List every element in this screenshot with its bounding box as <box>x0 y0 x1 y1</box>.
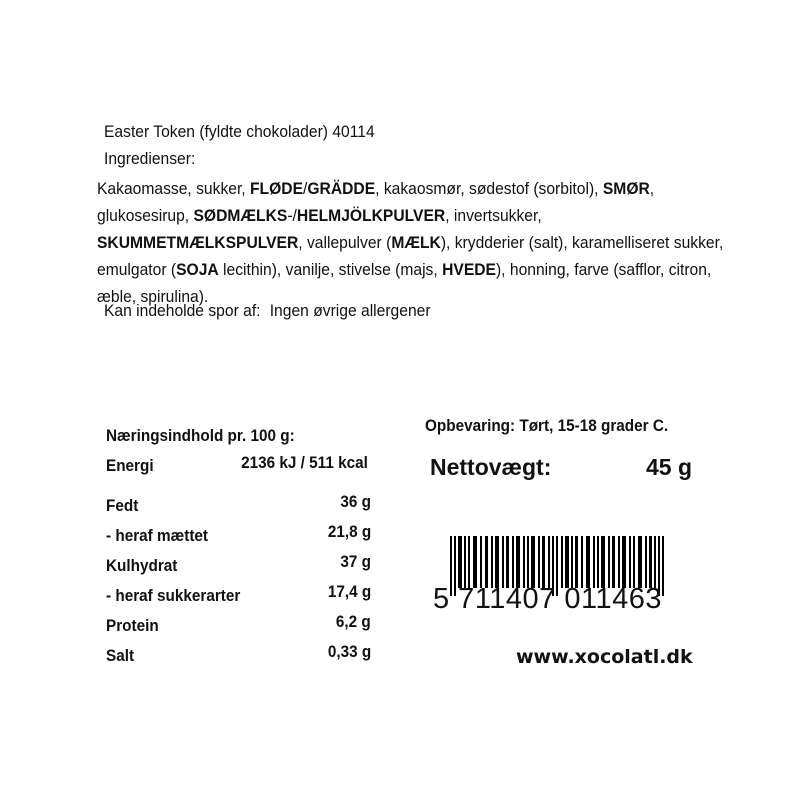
ingredients-text <box>97 175 732 310</box>
ingredient-text: , glukosesirup, <box>97 179 655 225</box>
storage-info: Opbevaring: Tørt, 15-18 grader C. <box>425 416 669 435</box>
nutrition-label-kulhydrat: Kulhydrat <box>106 556 178 575</box>
ingredient-text: , vallepulver ( <box>298 233 392 252</box>
ingredients-label: Ingredienser: <box>104 149 196 168</box>
nutrition-value-salt: 0,33 g <box>327 642 371 661</box>
allergen-ingredient: GRÄDDE <box>307 179 376 198</box>
ingredient-text: , kakaosmør, sødestof (sorbitol), <box>375 179 603 198</box>
nutrition-value-sukkerarter: 17,4 g <box>327 582 371 601</box>
nutrition-heading: Næringsindhold pr. 100 g: <box>106 426 295 445</box>
allergen-label: Kan indeholde spor af: <box>104 301 261 320</box>
nutrition-label-sukkerarter: - heraf sukkerarter <box>106 586 241 605</box>
allergen-ingredient: HVEDE <box>442 260 496 279</box>
allergen-ingredient: FLØDE <box>250 179 304 198</box>
nutrition-value-maettet: 21,8 g <box>327 522 371 541</box>
ingredient-text: -/ <box>287 206 297 225</box>
ingredient-text: ), honning, farve (safflor, citron, æble, spirulina). <box>97 260 712 306</box>
nutrition-label-energi: Energi <box>106 456 154 475</box>
ingredient-text: ), krydderier (salt), karamelliseret sukker, emulgator ( <box>97 233 724 279</box>
allergen-ingredient: SØDMÆLKS <box>193 206 288 225</box>
nutrition-label-salt: Salt <box>106 646 135 665</box>
nutrition-label-protein: Protein <box>106 616 159 635</box>
website-url: www.xocolatl.dk <box>516 646 693 668</box>
nutrition-label-fedt: Fedt <box>106 496 139 515</box>
ingredient-text: , invertsukker, <box>445 206 542 225</box>
barcode-digits: 5 711407 011463 <box>433 583 662 615</box>
allergen-ingredient: SMØR <box>602 179 650 198</box>
product-title: Easter Token (fyldte chokolader) 40114 <box>104 122 375 141</box>
ingredient-text: lecithin), vanilje, stivelse (majs, <box>218 260 443 279</box>
allergen-ingredient: HELMJÖLKPULVER <box>296 206 446 225</box>
allergen-ingredient: SKUMMETMÆLKSPULVER <box>97 233 299 252</box>
allergen-ingredient: SOJA <box>176 260 219 279</box>
nutrition-value-fedt: 36 g <box>340 492 371 511</box>
nutrition-label-maettet: - heraf mættet <box>106 526 209 545</box>
nutrition-value-protein: 6,2 g <box>336 612 371 631</box>
ingredient-text: Kakaomasse, sukker, <box>97 179 251 198</box>
allergen-value: Ingen øvrige allergener <box>269 301 431 320</box>
allergen-line <box>104 301 431 321</box>
allergen-ingredient: MÆLK <box>391 233 441 252</box>
net-weight-label: Nettovægt: <box>430 454 552 480</box>
nutrition-value-kulhydrat: 37 g <box>340 552 371 571</box>
net-weight-value: 45 g <box>646 454 693 480</box>
nutrition-value-energi: 2136 kJ / 511 kcal <box>241 453 368 472</box>
ingredient-text: / <box>303 179 308 198</box>
